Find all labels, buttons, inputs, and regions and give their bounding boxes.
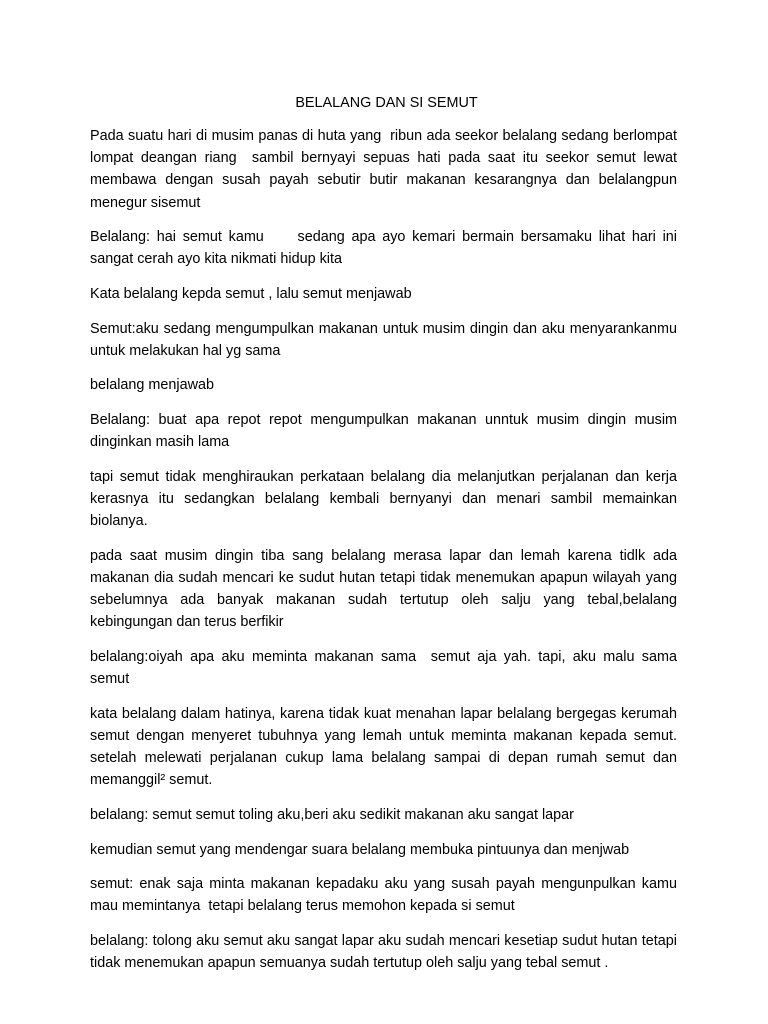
paragraph-9: belalang:oiyah apa aku meminta makanan sama semut aja yah. tapi, aku malu sama semut xyxy=(90,648,681,688)
paragraph-4: Semut:aku sedang mengumpulkan makanan untuk musim dingin dan aku menyarankanmu untuk melakukan hal yg sama xyxy=(90,320,681,359)
paragraph-10: kata belalang dalam hatinya, karena tidak kuat menahan lapar belalang bergegas kerumah semut dengan menyeret tubuhnya yang lemah untuk meminta makanan kepada semut. setelah melewati perjalanan cukup lama belalang sampai di depan rumah semut dan memanggil² semut. xyxy=(90,705,681,789)
paragraph-14: belalang: tolong aku semut aku sangat lapar aku sudah mencari kesetiap sudut hutan tetapi tidak menemukan apapun semuanya sudah tertutup oleh salju yang tebal semut . xyxy=(90,932,681,972)
paragraph-8: pada saat musim dingin tiba sang belalang merasa lapar dan lemah karena tidlk ada makanan dia sudah mencari ke sudut hutan tetapi tidak menemukan apapun wilayah yang sebelumnya ada banyak makanan sudah tertutup oleh salju yang tebal,belalang kebingungan dan terus berfikir xyxy=(90,547,681,631)
paragraph-2: Belalang: hai semut kamu sedang apa ayo kemari bermain bersamaku lihat hari ini sangat cerah ayo kita nikmati hidup kita xyxy=(90,229,681,268)
document-title: BELALANG DAN SI SEMUT xyxy=(295,95,478,111)
paragraph-12: kemudian semut yang mendengar suara belalang membuka pintuunya dan menjwab xyxy=(90,841,630,858)
paragraph-5: belalang menjawab xyxy=(90,377,215,394)
paragraph-13: semut: enak saja minta makanan kepadaku aku yang susah payah mengunpulkan kamu mau memintanya tetapi belalang terus memohon kepada si semut xyxy=(90,876,681,915)
paragraph-7: tapi semut tidak menghiraukan perkataan belalang dia melanjutkan perjalanan dan kerja kerasnya itu sedangkan belalang kembali bernyanyi dan menari sambil memainkan biolanya. xyxy=(90,468,681,530)
paragraph-11: belalang: semut semut toling aku,beri aku sedikit makanan aku sangat lapar xyxy=(90,806,574,823)
paragraph-1: Pada suatu hari di musim panas di huta yang ribun ada seekor belalang sedang berlompat lompat deangan riang sambil bernyayi sepuas hati pada saat itu seekor semut lewat membawa dengan susah payah sebutir butir makanan kesarangnya dan belalangpun menegur sisemut xyxy=(90,128,685,211)
paragraph-6: Belalang: buat apa repot repot mengumpulkan makanan unntuk musim dingin musim dinginkan masih lama xyxy=(90,411,681,451)
paragraph-3: Kata belalang kepda semut , lalu semut menjawab xyxy=(90,286,412,302)
